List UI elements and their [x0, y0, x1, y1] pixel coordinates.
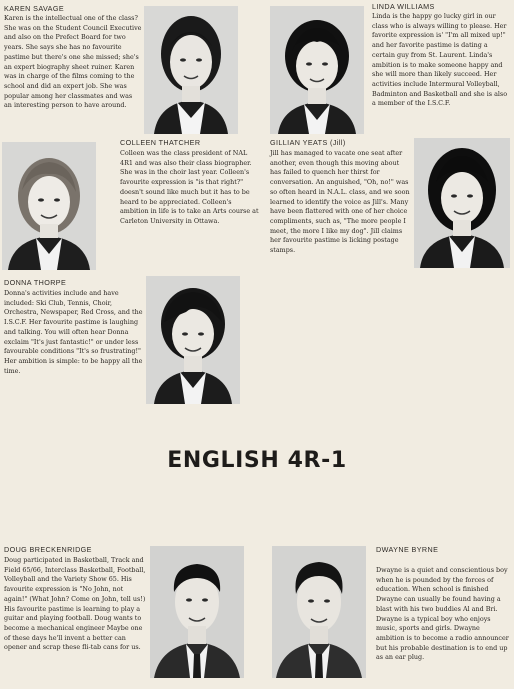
student-bio-doug-breckenridge: Doug participated in Basketball, Track and Field 65/66, Interclass Basketball, Football, Volleyball and the Variety Show 65. His favourite expression is "No John, not again!" (What John? Come on John, tell us!) His favourite pastime is learning to play a guitar and playing football. Doug wants to become a mechanical engineer Maybe one of these days he'll invent a better can opener and scrap these fli-tab cans for us. — [4, 556, 146, 652]
student-name-linda-williams: LINDA WILLIAMS — [372, 2, 435, 11]
student-name-gillian-yeats: GILLIAN YEATS (Jill) — [270, 138, 346, 147]
student-name-dwayne-byrne: DWAYNE BYRNE — [376, 545, 439, 554]
student-photo-colleen-thatcher — [2, 142, 96, 270]
student-photo-dwayne-byrne — [272, 546, 366, 678]
student-bio-karen-savage: Karen is the intellectual one of the class? She was on the Student Council Executive and also on the Prefect Board for two years. She says she has no favourite pastime but there's one she missed; she's an expert biography sheet ruiner. Karen was in charge of the films coming to the school and did an expert job. She was popular among her classmates and was an interesting person to have around. — [4, 14, 142, 110]
student-bio-linda-williams: Linda is the happy go lucky girl in our class who is always willing to please. Her favorite expression is' "I'm all mixed up!" and her favorite pastime is dating a certain guy from St. Laurent. Linda's ambition is to make someone happy and she will more than likely succeed. Her activities include Intermural Volleyball, Badminton and Basketball and she is also a member of the I.S.C.F. — [372, 12, 508, 108]
student-name-donna-thorpe: DONNA THORPE — [4, 278, 67, 287]
class-heading: ENGLISH 4R-1 — [167, 448, 347, 473]
student-bio-dwayne-byrne: Dwayne is a quiet and conscientious boy when he is pounded by the forces of education. When school is finished Dwayne can usually be found having a blast with his two buddies Al and Bri. Dwayne is a typical boy who enjoys music, sports and girls. Dwayne ambition is to become a radio announcer but his probable destination is to end up as an ear plug. — [376, 566, 509, 662]
student-bio-colleen-thatcher: Colleen was the class president of NAL 4R1 and was also their class biographer. She was in the choir last year. Colleen's favourite expression is "is that right?" doesn't sound like much but it has to be heard to be appreciated. Colleen's ambition in life is to take an Arts course at Carleton University in Ottawa. — [120, 149, 259, 225]
student-bio-donna-thorpe: Donna's activities include and have included: Ski Club, Tennis, Choir, Orchestra, Newspaper, Red Cross, and the I.S.C.F. Her favourite pastime is laughing and talking. You will often hear Donna exclaim "It's just fantastic!" or under less favourable conditions "It's so frustrating!" Her ambition is simple: to be happy all the time. — [4, 289, 143, 375]
student-photo-donna-thorpe — [146, 276, 240, 404]
student-photo-karen-savage — [144, 6, 238, 134]
student-photo-doug-breckenridge — [150, 546, 244, 678]
student-photo-gillian-yeats — [414, 138, 510, 268]
student-photo-linda-williams — [270, 6, 364, 134]
student-name-doug-breckenridge: DOUG BRECKENRIDGE — [4, 545, 92, 554]
student-name-karen-savage: KAREN SAVAGE — [4, 4, 65, 13]
student-name-colleen-thatcher: COLLEEN THATCHER — [120, 138, 201, 147]
student-bio-gillian-yeats: Jill has managed to vacate one seat after another, even though this moving about has failed to quench her thirst for conversation. An anguished, "Oh, no!" was so often heard in N.A.L. class, and we soon learned to identify the voice as Jill's. Many have been flattered with one of her choice compliments, such as, "The more people I meet, the more I like my dog". Jill claims her favourite pastime is licking postage stamps. — [270, 149, 410, 255]
